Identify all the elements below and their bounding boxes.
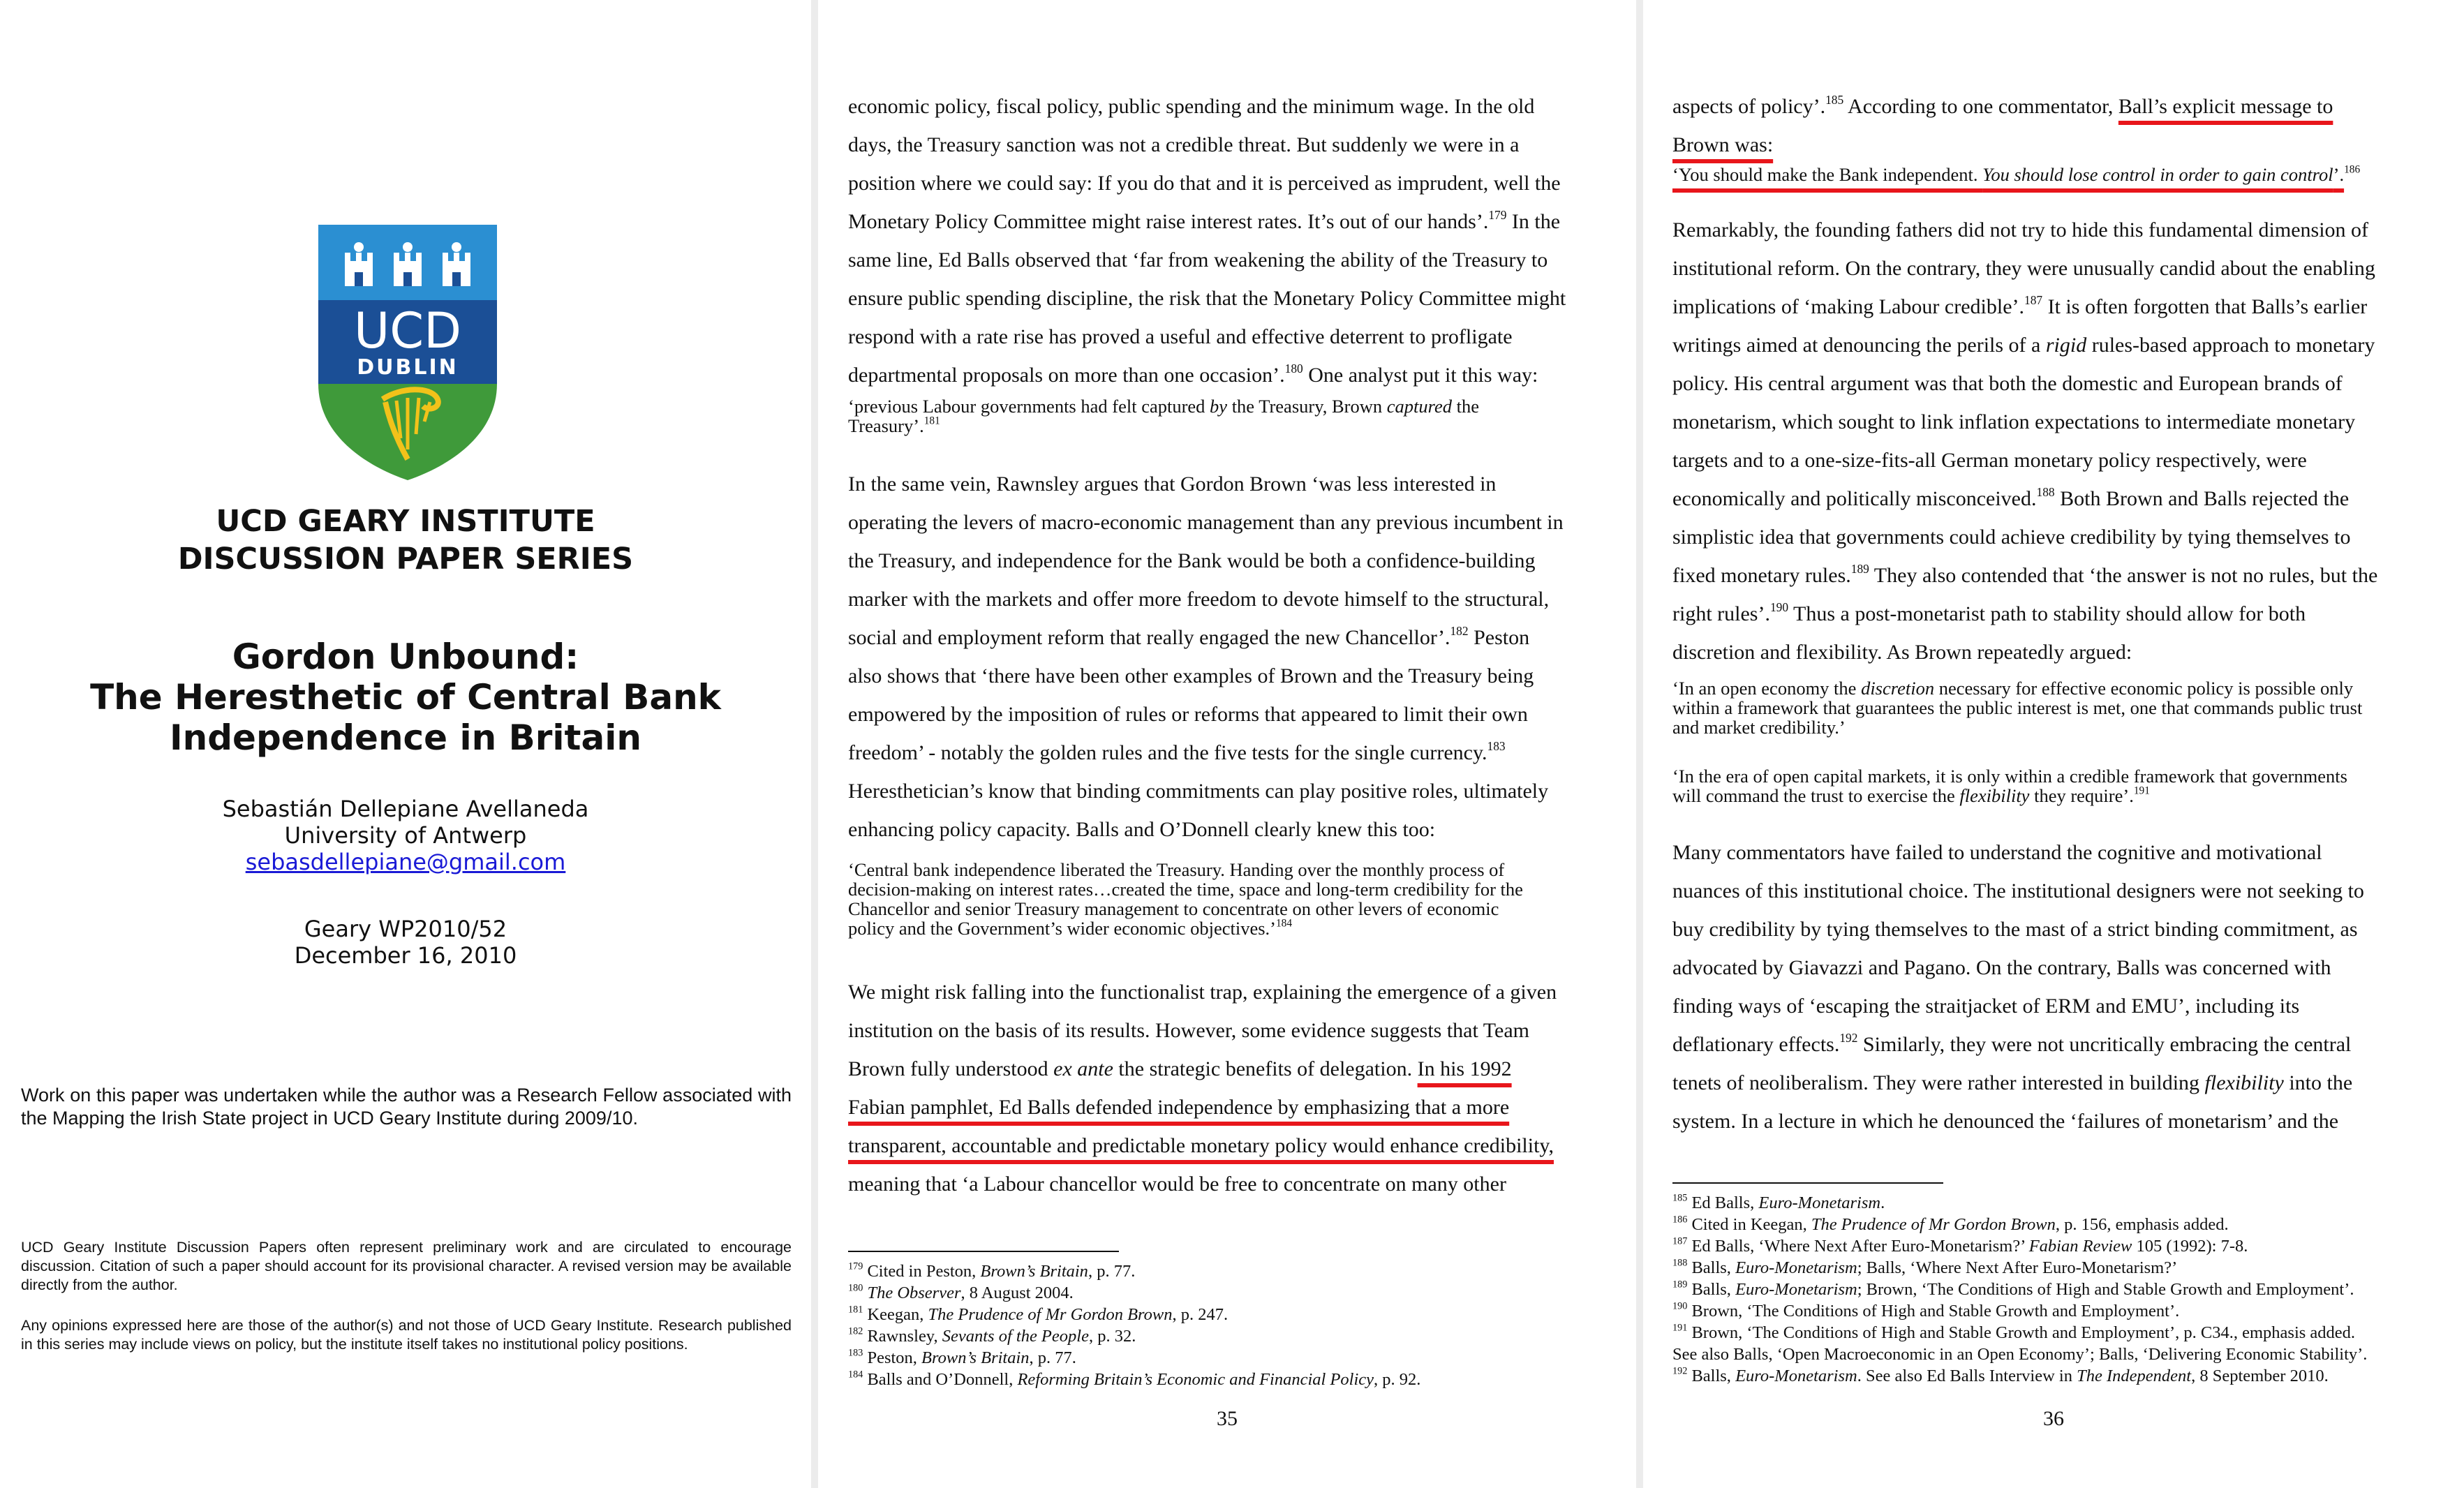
author-name: Sebastián Dellepiane Avellaneda xyxy=(222,796,589,822)
footnote-number: 189 xyxy=(1672,1279,1688,1290)
highlighted-text: Ball’s explicit message to xyxy=(2118,95,2333,118)
footnote-ref[interactable]: 189 xyxy=(1850,561,1869,576)
series-line: UCD GEARY INSTITUTE xyxy=(216,504,595,539)
paper-title xyxy=(0,637,811,758)
text-line: ensure public spending discipline, the risk that the Monetary Policy Committee might xyxy=(848,287,1566,310)
footnote-ref[interactable]: 186 xyxy=(2344,163,2361,176)
page-number: 36 xyxy=(2043,1407,2064,1430)
footnote-number: 191 xyxy=(1672,1322,1688,1334)
footnote: $^{188}$ Balls, Euro-Monetarism; Balls, ‘Where Next After Euro-Monetarism?’ xyxy=(1672,1257,2178,1277)
footnote: $^{184}$ Balls and O’Donnell, Reforming Britain’s Economic and Financial Policy, p. 92. xyxy=(848,1369,1421,1389)
block-quote xyxy=(1672,165,2443,184)
footnote: $^{186}$ Cited in Keegan, The Prudence of Mr Gordon Brown, p. 156, emphasis added. xyxy=(1672,1214,2229,1234)
footnote-number: 180 xyxy=(848,1282,863,1294)
author-email-link[interactable]: sebasdellepiane@gmail.com xyxy=(245,849,566,875)
block-quote: ‘In an open economy the discretion necessary for effective economic policy is possible only within a framework that guarantees the public interest is met, one that commands public trust and market credibility.’ xyxy=(1672,678,2363,738)
paper-date: December 16, 2010 xyxy=(294,942,517,969)
footnote-number: 181 xyxy=(848,1304,863,1316)
series-title xyxy=(0,503,811,578)
text-line: position where we could say: If you do that and it is perceived as imprudent, well the xyxy=(848,172,1561,195)
text-line: departmental proposals on more than one occasion’.$^{180}$ One analyst put it this way: xyxy=(848,361,1538,387)
highlighted-text: Brown was: xyxy=(1672,133,1774,156)
paragraph: Many commentators have failed to understand the cognitive and motivational nuances of this institutional choice. The institutional designers were not seeking to buy credibility by tying themselves to the mast of a strict binding commitment, as advocated by Giavazzi and Pagano. On the contrary, Balls was concerned with finding ways of ‘escaping the straitjacket of ERM and EMU’, including its deflationary effects.$^{192}$ Similarly, they were not uncritically embracing the central tenets of neoliberalism. They were rather interested in building flexibility into the system. In a lecture in which he denounced the ‘failures of monetarism’ and the xyxy=(1672,841,2364,1133)
footnote: $^{192}$ Balls, Euro-Monetarism. See also Ed Balls Interview in The Independent, 8 September 2010. xyxy=(1672,1365,2329,1385)
footnote-ref[interactable]: 185 xyxy=(1825,92,1844,107)
footnote-ref[interactable]: 183 xyxy=(1487,738,1506,753)
funding-note: Work on this paper was undertaken while the author was a Research Fellow associated with the Mapping the Irish State project in UCD Geary Institute during 2009/10. xyxy=(21,1085,792,1129)
footnote-number: 188 xyxy=(1672,1257,1688,1269)
page-number: 35 xyxy=(1217,1407,1238,1430)
text-line: economic policy, fiscal policy, public spending and the minimum wage. In the old xyxy=(848,95,1535,118)
footnote-ref[interactable]: 192 xyxy=(1839,1030,1858,1045)
footnote-ref[interactable]: 179 xyxy=(1488,207,1507,222)
series-line: DISCUSSION PAPER SERIES xyxy=(177,542,634,576)
footnote: See also Balls, ‘Open Macroeconomic in an Open Economy’; Balls, ‘Delivering Economic Stability’. xyxy=(1672,1345,2368,1364)
footnote: $^{191}$ Brown, ‘The Conditions of High and Stable Growth and Employment’, p. C34., emphasis added. xyxy=(1672,1322,2356,1342)
footnote: $^{185}$ Ed Balls, Euro-Monetarism. xyxy=(1672,1192,1885,1212)
footnote-divider xyxy=(848,1251,1119,1252)
footnote-ref[interactable]: 188 xyxy=(2036,484,2055,499)
footnote: $^{181}$ Keegan, The Prudence of Mr Gordon Brown, p. 247. xyxy=(848,1304,1229,1324)
author-affiliation: University of Antwerp xyxy=(284,822,527,849)
footnotes xyxy=(848,1260,1616,1390)
footnote-ref[interactable]: 191 xyxy=(2133,784,2150,797)
footnote: $^{187}$ Ed Balls, ‘Where Next After Euro-Monetarism?’ Fabian Review 105 (1992): 7-8. xyxy=(1672,1235,2248,1256)
footnote-divider xyxy=(1672,1182,1943,1184)
footnote-number: 187 xyxy=(1672,1235,1688,1247)
footnote-number: 183 xyxy=(848,1347,863,1359)
footnote-ref[interactable]: 190 xyxy=(1769,600,1789,614)
footnote: $^{182}$ Rawnsley, Sevants of the People, p. 32. xyxy=(848,1325,1136,1346)
footnote-ref[interactable]: 182 xyxy=(1450,623,1469,638)
title-line: The Heresthetic of Central Bank xyxy=(90,677,721,717)
page-35 xyxy=(818,0,1636,1488)
footnote: $^{183}$ Peston, Brown’s Britain, p. 77. xyxy=(848,1347,1076,1367)
working-paper-info xyxy=(0,916,811,969)
paragraph: Remarkably, the founding fathers did not try to hide this fundamental dimension of institutional reform. On the contrary, they were unusually candid about the enabling implications of ‘making Labour credible’.$^{187}$ It is often forgotten that Balls’s earlier writings aimed at denouncing the perils of a rigid rules-based approach to monetary policy. His central argument was that both the domestic and European brands of monetarism, which sought to link inflation expectations to intermediate monetary targets and to a one-size-fits-all German monetary policy respectively, were economically and politically misconceived.$^{188}$ Both Brown and Balls rejected the simplistic idea that governments could achieve credibility by tying themselves to fixed monetary rules.$^{189}$ They also contended that ‘the answer is not no rules, but the right rules’.$^{190}$ Thus a post-monetarist path to stability should allow for both discretion and flexibility. As Brown repeatedly argued: xyxy=(1672,218,2378,664)
block-quote: ‘Central bank independence liberated the Treasury. Handing over the monthly process of decision-making on interest rates…created the time, space and long-term credibility for the Chancellor and senior Treasury management to concentrate on other levers of economic policy and the Government’s wider economic objectives.’$^{184}$ xyxy=(848,859,1523,939)
footnote-ref[interactable]: 180 xyxy=(1284,361,1303,375)
footnote: $^{179}$ Cited in Peston, Brown’s Britain, p. 77. xyxy=(848,1260,1136,1281)
paragraph: In the same vein, Rawnsley argues that Gordon Brown ‘was less interested in operating the levers of macro-economic management than any previous incumbent in the Treasury, and independence for the Bank would be both a confidence-building marker with the markets and offer more freedom to devote himself to the structural, social and employment reform that really engaged the new Chancellor’.$^{182}$ Peston also shows that ‘there have been other examples of Brown and the Treasury being empowered by the imposition of rules or reforms that appeared to limit their own freedom’ - notably the golden rules and the five tests for the single currency.$^{183}$ Heresthetician’s know that binding commitments can play positive roles, ultimately enhancing policy capacity. Balls and O’Donnell clearly knew this too: xyxy=(848,473,1564,841)
footnote-number: 182 xyxy=(848,1325,863,1337)
text-line: respond with a rate rise has proved a useful and effective deterrent to profligate xyxy=(848,325,1513,348)
author-block xyxy=(0,796,811,875)
logo-ucd-text: UCD xyxy=(353,302,462,359)
footnote-ref[interactable]: 187 xyxy=(2024,292,2043,307)
footnote-number: 179 xyxy=(848,1260,863,1272)
footnote: $^{190}$ Brown, ‘The Conditions of High and Stable Growth and Employment’. xyxy=(1672,1300,2180,1320)
footnotes xyxy=(1672,1192,2443,1387)
title-line: Independence in Britain xyxy=(170,717,641,758)
block-quote: ‘previous Labour governments had felt captured by the Treasury, Brown captured the Treasury’.$^{181}$ xyxy=(848,396,1479,436)
text-line: Monetary Policy Committee might raise interest rates. It’s out of our hands’.$^{179}$ In the xyxy=(848,207,1561,233)
paragraph: We might risk falling into the functionalist trap, explaining the emergence of a given institution on the basis of its results. However, some evidence suggests that Team Brown fully understood ex ante the strategic benefits of delegation. In his 1992 Fabian pamphlet, Ed Balls defended independence by emphasizing that a more transparent, accountable and predictable monetary policy would enhance credibility, meaning that ‘a Labour chancellor would be free to concentrate on many other xyxy=(848,981,1557,1196)
highlighted-text: transparent, accountable and predictable monetary policy would enhance credibility, xyxy=(848,1134,1554,1157)
text-line: days, the Treasury sanction was not a credible threat. But suddenly we were in a xyxy=(848,133,1520,156)
footnote-number: 186 xyxy=(1672,1214,1688,1226)
footnote-number: 185 xyxy=(1672,1192,1688,1204)
footnote-number: 192 xyxy=(1672,1365,1688,1377)
logo-dublin-text: DUBLIN xyxy=(357,355,459,380)
cover-page xyxy=(0,0,811,1488)
footnote-number: 190 xyxy=(1672,1300,1688,1312)
block-quote: ‘In the era of open capital markets, it is only within a credible framework that governments will command the trust to exercise the flexibility they require’.$^{191}$ xyxy=(1672,766,2347,806)
title-line: Gordon Unbound: xyxy=(232,637,579,677)
text-line: same line, Ed Balls observed that ‘far from weakening the ability of the Treasury to xyxy=(848,248,1548,271)
highlighted-text: Fabian pamphlet, Ed Balls defended independence by emphasizing that a more xyxy=(848,1096,1510,1119)
page-36 xyxy=(1643,0,2464,1488)
footnote-ref[interactable]: 184 xyxy=(1276,917,1293,930)
footnote: $^{180}$ The Observer, 8 August 2004. xyxy=(848,1282,1074,1302)
paragraph xyxy=(848,87,1616,394)
ucd-crest-logo xyxy=(318,225,497,480)
highlighted-text: ‘You should make the Bank independent. You should lose control in order to gain control’. xyxy=(1672,164,2345,185)
disclaimer-note: UCD Geary Institute Discussion Papers often represent preliminary work and are circulated to encourage discussion. Citation of such a paper should account for its provisional character. A revised version may be available directly from the author. xyxy=(21,1239,792,1293)
footnote-number: 184 xyxy=(848,1369,863,1381)
footnote-ref[interactable]: 181 xyxy=(923,415,940,427)
opinions-note: Any opinions expressed here are those of the author(s) and not those of UCD Geary Institute. Research published in this series may include views on policy, but the institute itself takes no institutional policy positions. xyxy=(21,1317,792,1353)
paragraph: aspects of policy’.$^{185}$ According to one commentator, Ball’s explicit message to Brown was: xyxy=(1672,92,2333,156)
working-paper-number: Geary WP2010/52 xyxy=(304,916,507,942)
highlighted-text: In his 1992 xyxy=(1417,1057,1512,1080)
footnote: $^{189}$ Balls, Euro-Monetarism; Brown, ‘The Conditions of High and Stable Growth and Employment’. xyxy=(1672,1279,2354,1299)
